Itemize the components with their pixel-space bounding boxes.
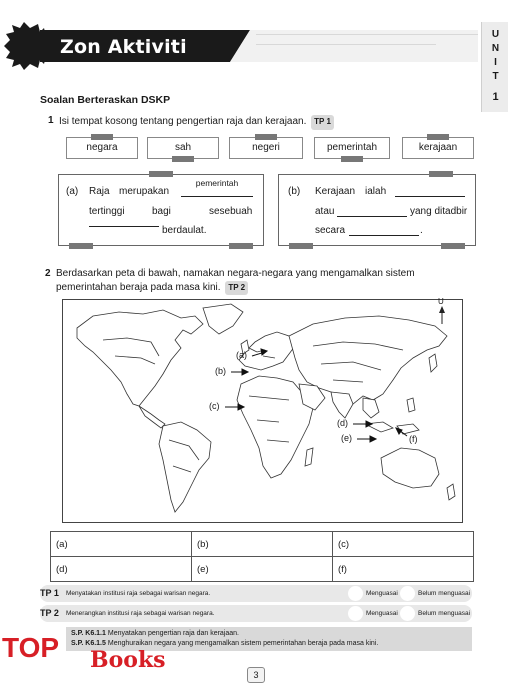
- tp-label: TP 1: [40, 588, 59, 598]
- answer-cell[interactable]: (d): [51, 557, 192, 582]
- text: ialah: [365, 186, 387, 197]
- sp-line: [66, 629, 472, 639]
- filled-answer: pemerintah: [195, 178, 239, 188]
- map-label-e: (e): [341, 433, 352, 443]
- box-clip: [149, 171, 173, 177]
- text: berdaulat.: [162, 225, 207, 236]
- label-a: (a): [66, 186, 79, 197]
- menguasai-label: Menguasai: [366, 610, 398, 617]
- map-label-c: (c): [209, 401, 220, 411]
- belum-menguasai-label: Belum menguasai: [418, 590, 471, 597]
- map-label-b: (b): [215, 366, 226, 376]
- question-1-text: [59, 115, 334, 130]
- word-card: [402, 137, 474, 159]
- card-clip: [255, 134, 277, 140]
- box-clip: [441, 243, 465, 249]
- unit-letter: N: [491, 43, 500, 54]
- tp-description: Menyatakan institusi raja sebagai warisan negara.: [66, 590, 211, 597]
- text: .: [420, 225, 423, 236]
- menguasai-checkbox[interactable]: [348, 606, 363, 621]
- section-title: Soalan Berteraskan DSKP: [40, 94, 171, 106]
- question-2-line1: Berdasarkan peta di bawah, namakan negara-negara yang mengamalkan sistem: [56, 268, 415, 279]
- word-card-label: pemerintah: [326, 142, 378, 153]
- box-clip: [229, 243, 253, 249]
- box-clip: [289, 243, 313, 249]
- answer-cell[interactable]: (e): [192, 557, 333, 582]
- sp-text: Menyatakan pengertian raja dan kerajaan.: [107, 630, 240, 637]
- sp-code: S.P. K6.1.5: [71, 640, 106, 647]
- world-map: [62, 299, 463, 523]
- card-clip: [91, 134, 113, 140]
- page-title: Zon Aktiviti: [60, 36, 187, 58]
- unit-letter: I: [494, 57, 497, 68]
- text: tertinggi: [89, 206, 125, 217]
- tp-row-1: [40, 585, 472, 602]
- fill-box-b: [278, 174, 476, 246]
- topbooks-logo-top: TOP: [2, 632, 60, 663]
- unit-tab: [481, 22, 508, 112]
- card-clip: [427, 134, 449, 140]
- word-card: [229, 137, 303, 159]
- word-card: [314, 137, 390, 159]
- banner-decoration-lines: [256, 30, 478, 48]
- menguasai-checkbox[interactable]: [348, 586, 363, 601]
- word-card-label: negeri: [252, 142, 280, 153]
- word-card: [66, 137, 138, 159]
- map-label-d: (d): [337, 418, 348, 428]
- question-1-prompt: Isi tempat kosong tentang pengertian raja dan kerajaan.: [59, 116, 307, 127]
- map-label-a: (a): [236, 350, 247, 360]
- tp-row-2: [40, 605, 472, 622]
- question-2-line2-text: pemerintahan beraja pada masa kini.: [56, 281, 221, 293]
- answer-blank-b2[interactable]: [337, 206, 407, 217]
- answer-blank-b3[interactable]: [349, 225, 419, 236]
- table-row: [51, 532, 474, 557]
- text: sesebuah: [209, 206, 253, 217]
- text: Kerajaan: [315, 186, 356, 197]
- north-label: U: [438, 297, 444, 306]
- answer-blank-a2[interactable]: [89, 216, 159, 227]
- table-row: [51, 557, 474, 582]
- box-clip: [429, 171, 453, 177]
- tp-description: Menerangkan institusi raja sebagai warisan negara.: [66, 610, 215, 617]
- answer-cell[interactable]: (b): [192, 532, 333, 557]
- card-clip: [341, 156, 363, 162]
- tp-badge: TP 2: [225, 281, 248, 296]
- answer-cell[interactable]: (a): [51, 532, 192, 557]
- belum-menguasai-checkbox[interactable]: [400, 606, 415, 621]
- text: yang ditadbir: [410, 206, 468, 217]
- belum-menguasai-label: Belum menguasai: [418, 610, 471, 617]
- question-1-number: 1: [48, 115, 54, 126]
- answer-cell[interactable]: (f): [333, 557, 474, 582]
- word-card-label: kerajaan: [418, 142, 458, 153]
- page-number: 3: [247, 667, 265, 683]
- word-card-label: negara: [86, 142, 118, 153]
- box-clip: [69, 243, 93, 249]
- question-2-line2: [56, 281, 476, 296]
- map-label-f: (f): [409, 434, 418, 444]
- tp-badge: TP 1: [311, 115, 334, 130]
- text: merupakan: [119, 186, 170, 197]
- answer-blank-a1[interactable]: [181, 178, 253, 197]
- card-clip: [172, 156, 194, 162]
- tp-label: TP 2: [40, 608, 59, 618]
- text: Raja: [89, 186, 110, 197]
- text: atau: [315, 206, 335, 217]
- unit-letter: U: [491, 29, 500, 40]
- unit-number: 1: [492, 91, 499, 103]
- fill-box-a: [58, 174, 264, 246]
- word-card: [147, 137, 219, 159]
- label-b: (b): [288, 186, 301, 197]
- unit-letter: T: [492, 71, 499, 82]
- question-2-text: [56, 268, 476, 295]
- sp-text: Menghuraikan negara yang mengamalkan sistem pemerintahan beraja pada masa kini.: [107, 640, 379, 647]
- word-card-label: sah: [174, 142, 192, 153]
- belum-menguasai-checkbox[interactable]: [400, 586, 415, 601]
- topbooks-logo-books: Books: [90, 647, 166, 673]
- text: bagi: [152, 206, 171, 217]
- answer-cell[interactable]: (c): [333, 532, 474, 557]
- menguasai-label: Menguasai: [366, 590, 398, 597]
- answer-blank-b1[interactable]: [395, 186, 465, 197]
- map-arrows: [63, 300, 462, 522]
- text: secara: [315, 225, 346, 236]
- question-2-number: 2: [45, 268, 51, 279]
- answer-table: [50, 531, 474, 582]
- sp-code: S.P. K6.1.1: [71, 630, 106, 637]
